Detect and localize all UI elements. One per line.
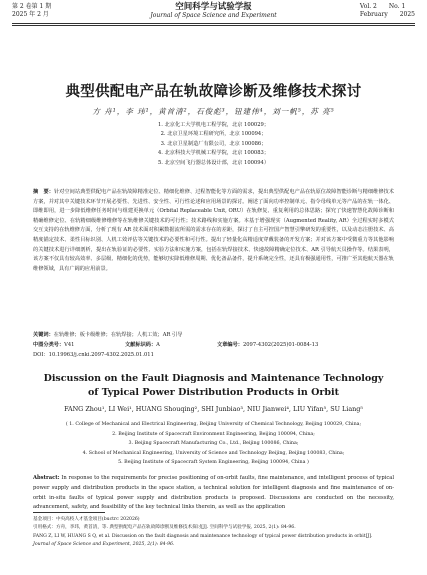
- citation-zh: 引用格式：方舟，李玮，黄首清，等. 典型供配电产品在轨故障诊断及维修技术探讨[J]. 空间科学与试验学报, 2025, 2(1): 84-96.: [33, 525, 296, 531]
- volume: Vol. 2: [359, 3, 377, 10]
- article-no: 2097-4302(2025)01-0084-13: [242, 342, 319, 348]
- affiliation-zh: 4. 北京科技大学机械工程学院，北京 100083；: [157, 150, 270, 157]
- affiliation-en: 2. Beijing Institute of Spacecraft Environment Engineering, Beijing 100094, China;: [112, 431, 315, 437]
- authors-zh: 方 舟¹，李 玮¹，黄首清²，石俊彪³，钮建伟⁴，刘一帆⁵，苏 亮⁵: [92, 107, 335, 116]
- affiliation-zh: 5. 北京空间飞行器总体设计部，北京 100094）: [157, 159, 270, 166]
- header-rule-top: [12, 23, 415, 24]
- affiliations-zh: [0, 121, 427, 168]
- journal-title-en: Journal of Space Science and Experiment: [150, 12, 277, 19]
- keywords-zh: [33, 331, 394, 341]
- issue-zh: 第 2 卷第 1 期: [12, 3, 52, 10]
- affiliation-zh: 2. 北京卫星环境工程研究所，北京 100094；: [160, 131, 267, 138]
- month: February: [359, 11, 388, 18]
- affiliation-en: ( 1. College of Mechanical and Electrical Engineering, Beijing University of Chemical Technology, Beijing 100029, China;: [65, 422, 362, 427]
- footnote-rule: [33, 512, 105, 513]
- keywords-zh-label: 关键词：: [33, 332, 54, 338]
- year: 2025: [399, 11, 415, 18]
- abstract-zh-label: 摘 要：: [33, 189, 54, 195]
- abstract-en-label: Abstract:: [33, 475, 60, 481]
- abstract-zh-text: 针对空间站典型供配电产品在轨故障精准定位、精细化维修、过程智能化等方面的需求，提出典型供配电产品在轨原位故障智能诊断与精细维修技术方案，并对其中关键技术环节开展必要性、先进性、安全性、可行性论述和应用场景的探讨。阐述了面向功率控制单元、指令母线单元等产品的在轨一体化、即维即用，进一步降低维修任务时间与组建更换单元（Orbital Replaceable Unit, ORU）在轨修复、重复利用的总体思路；探究了快速智慧化故障诊断和精确维修定位、在轨精细级维修维修等在轨维修关键技术的可行性；技术路线和实施方案。本基于增强现实（Augmented Reality, AR）全过程实时多模式交互支持的在轨维修方面，分析了现有 AR 技术面对积累数据流所需的需求存在的差距，探讨了自主可控国产智慧引擎研发的重要性，以及动态注册技术、高精度锚定技术、柔性目标识别、人机工效评估等关键技术的必要性和可行性。提出了轻量化高精适度穿戴装备的开发方案；并对该方案中受微重力等其他影响的关键技术进行详细剖析，提出在轨验证的必要性、实验方法和实施方案，包括在轨焊接技术、快速故障精确定位技术、AR 引导航天员操作等。结果表明，该方案不仅具有较高效率、多层级、精细化的优势，能够切实降低维修周期、优化备品备件，提升系统完全性，还具有极强通用性，可推广至其他航天器在轨维修领域，具有广阔的应用前景。: [33, 189, 394, 272]
- affiliations-en: [0, 420, 427, 468]
- abstract-en: [33, 474, 394, 513]
- title-zh: 典型供配电产品在轨故障诊断及维修技术探讨: [65, 83, 362, 100]
- affiliation-en: 3. Beijing Spacecraft Manufacturing Co., Ltd., Beijing 100086, China;: [128, 441, 299, 447]
- article-no-label: 文章编号：: [217, 342, 243, 348]
- doi: DOI：10.19963/j.cnki.2097-4302.2025.01.011: [33, 352, 154, 358]
- authors-en: FANG Zhou¹, LI Wei¹, HUANG Shouqing², SHI Junbiao³, NIU Jianwei⁴, LIU Yifan⁵, SU Liang⁵: [64, 405, 363, 413]
- keywords-zh-text: 在轨维修；板卡级维修；在轨焊接；人机工效；AR 引导: [53, 332, 183, 338]
- footnotes: [33, 516, 394, 550]
- funding-note: 基金项目：中央高校人才基金项目(buctrc 202026): [33, 517, 140, 522]
- title-en: Discussion on the Fault Diagnosis and Maintenance Technology of Typical Power Distribution Products in Orbit: [43, 373, 384, 398]
- affiliation-zh: 1. 北京化工大学机电工程学院，北京 100029；: [157, 122, 270, 128]
- citation-en-journal: Journal of Space Science and Experiment, 2025, 2(1): 84-96.: [33, 542, 175, 548]
- number: No. 1: [388, 3, 406, 10]
- abstract-zh: [33, 188, 394, 274]
- affiliation-zh: 3. 北京卫星制造厂有限公司，北京 100086；: [160, 140, 267, 147]
- issue-info-en: [360, 3, 415, 19]
- doc-code-label: 文献标识码：: [125, 342, 157, 348]
- doc-code: A: [156, 342, 160, 348]
- affiliation-en: 5. Beijing Institute of Spacecraft System Engineering, Beijing 100094, China ): [118, 460, 309, 466]
- abstract-en-text: In response to the requirements for precise positioning of on-orbit faults, fine maintenance, and intelligent process of typical power supply and distribution products in the space station, a technical solution for intelligent diagnosis and fine maintenance of on-orbit in-situ faults of typical power supply and distribution products is proposed. Discussions are conducted on the necessity, advancement, safety, and feasibility of the key technical links therein, as well as the application: [33, 475, 394, 511]
- header-rule-bottom: [12, 25, 415, 26]
- clc-code: V41: [64, 342, 75, 348]
- journal-title-zh: 空间科学与试验学报: [175, 2, 252, 12]
- classification-row: [33, 341, 318, 351]
- clc-label: 中图分类号：: [33, 342, 65, 348]
- date-zh: 2025 年 2 月: [12, 11, 49, 18]
- affiliation-en: 4. School of Mechanical Engineering, University of Science and Technology Beijing, Beijing 100083, China;: [82, 450, 345, 456]
- citation-en: FANG Z, LI W, HUANG S Q, et al. Discussion on the fault diagnosis and maintenance technology of typical power distribution products in orbit[J].: [33, 533, 373, 539]
